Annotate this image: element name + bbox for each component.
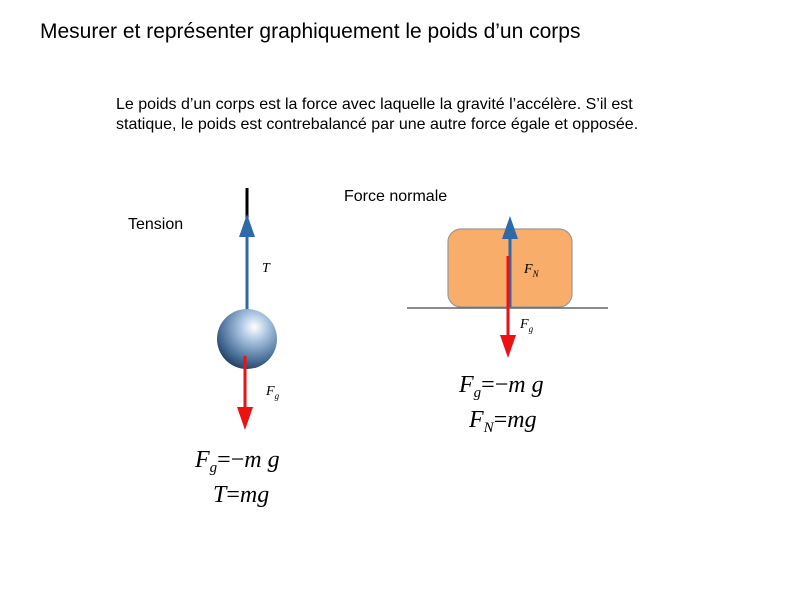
tension-gravity-vector-label: $F_g$ <box>266 384 280 401</box>
hanging-ball <box>217 309 277 369</box>
normal-equation-balance: $F_N=mg$ <box>469 407 537 436</box>
normal-equation-weight: $F_g=-m$ g <box>459 372 544 401</box>
tension-equation-balance: T=mg <box>213 482 270 508</box>
tension-arrow <box>239 214 255 312</box>
intro-paragraph: Le poids d’un corps est la force avec laquelle la gravité l’accélère. S’il est statique, le poids est contrebalancé par une autre force égale et opposée. <box>116 96 639 133</box>
slide-title: Mesurer et représenter graphiquement le poids d’un corps <box>40 20 581 43</box>
tension-vector-label: T <box>262 261 270 276</box>
normal-force-label: Force normale <box>344 188 448 205</box>
normal-gravity-vector-label: $F_g$ <box>520 317 534 334</box>
normal-vector-label: $F_N$ <box>524 262 539 279</box>
tension-label: Tension <box>128 216 184 233</box>
tension-equation-weight: $F_g=-m$ g <box>195 447 280 476</box>
